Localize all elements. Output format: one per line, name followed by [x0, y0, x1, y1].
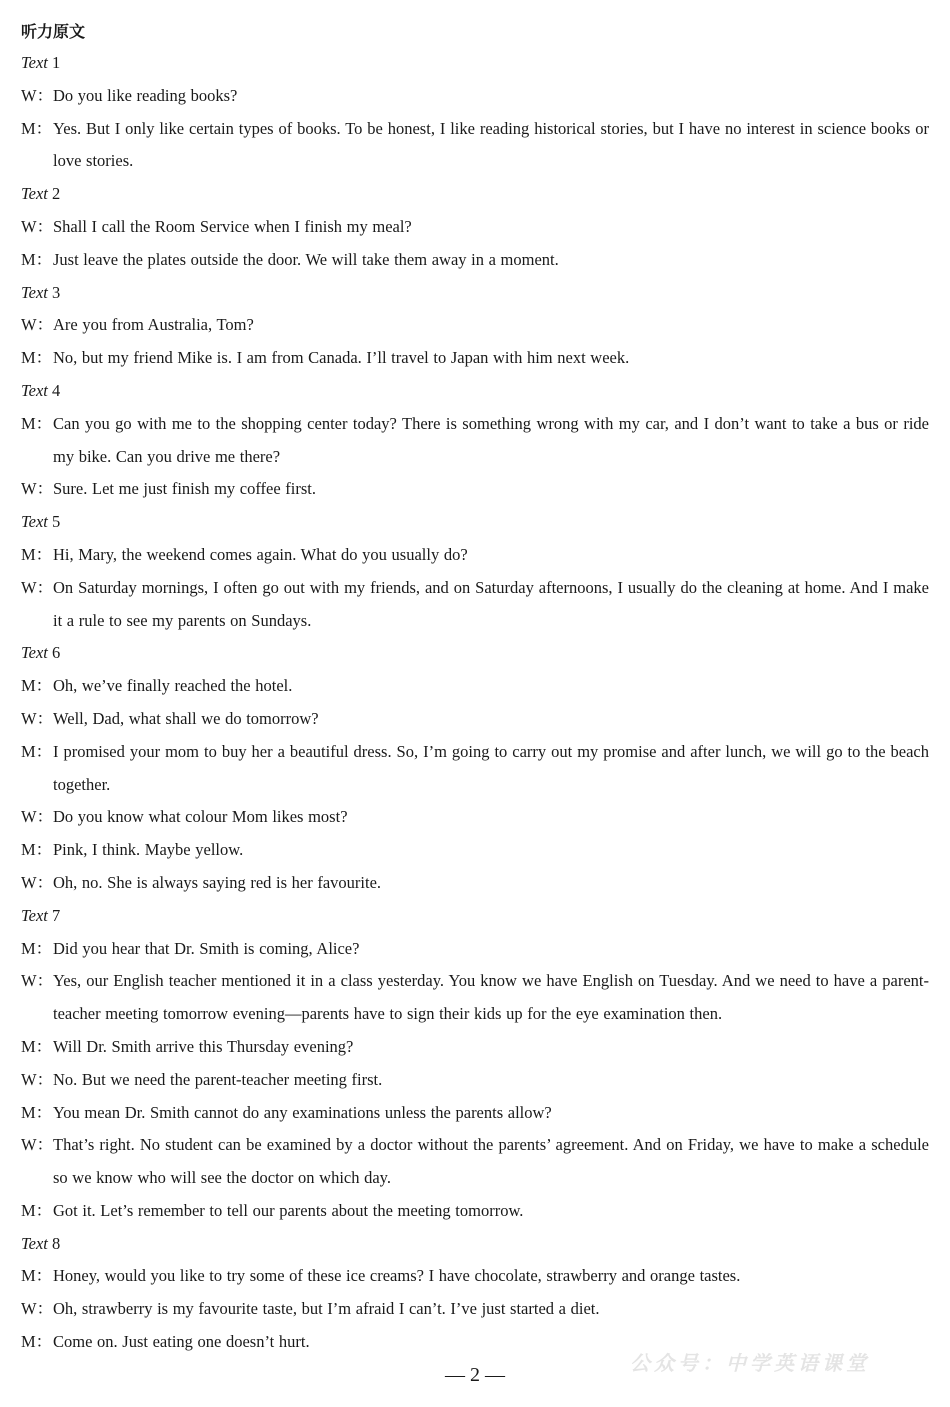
- page-number: — 2 —: [445, 1364, 505, 1386]
- speaker-label: W：: [21, 315, 54, 335]
- dialogue-line: [21, 703, 929, 736]
- transcript-sections: [21, 47, 929, 1359]
- text-label-word: Text: [21, 643, 48, 663]
- dialogue-text: Honey, would you like to try some of these ice creams? I have chocolate, strawberry and orange tastes.: [53, 1266, 741, 1286]
- dialogue-line: [21, 342, 929, 375]
- dialogue-line: [21, 1097, 929, 1130]
- text-section: [21, 277, 929, 375]
- dialogue-text: Just leave the plates outside the door. We will take them away in a moment.: [53, 249, 559, 269]
- speaker-label: M：: [21, 413, 53, 433]
- speaker-label: W：: [21, 971, 54, 991]
- text-label-number: 4: [52, 380, 61, 400]
- speaker-label: W：: [21, 479, 54, 499]
- speaker-label: M：: [21, 1036, 53, 1056]
- watermark: 公众号：中学英语课堂: [630, 1351, 870, 1375]
- text-label: [21, 506, 929, 539]
- dialogue-line: [21, 933, 929, 966]
- speaker-label: M：: [21, 840, 53, 860]
- speaker-label: W：: [21, 577, 54, 597]
- text-label-number: 3: [52, 282, 61, 302]
- dialogue-line: [21, 801, 929, 834]
- dialogue-line: [21, 244, 929, 277]
- speaker-label: W：: [21, 708, 54, 728]
- dialogue-line: [21, 408, 929, 474]
- text-section: [21, 900, 929, 1228]
- dialogue-text: Come on. Just eating one doesn’t hurt.: [53, 1332, 310, 1352]
- dialogue-text: Shall I call the Room Service when I finish my meal?: [53, 216, 412, 236]
- dialogue-line: [21, 80, 929, 113]
- text-section: [21, 1228, 929, 1359]
- dialogue-line: [21, 867, 929, 900]
- dialogue-line: [21, 539, 929, 572]
- dialogue-text: Got it. Let’s remember to tell our parents about the meeting tomorrow.: [53, 1200, 524, 1220]
- speaker-label: M：: [21, 249, 53, 269]
- dialogue-line: [21, 670, 929, 703]
- speaker-label: M：: [21, 1332, 53, 1352]
- text-label-word: Text: [21, 380, 48, 400]
- text-label: [21, 1228, 929, 1261]
- dialogue-text: Pink, I think. Maybe yellow.: [53, 840, 244, 860]
- speaker-label: W：: [21, 85, 54, 105]
- speaker-label: W：: [21, 872, 54, 892]
- text-section: [21, 637, 929, 899]
- text-label-number: 1: [52, 53, 61, 72]
- dialogue-text: Yes, our English teacher mentioned it in a class yesterday. You know we have English on Tuesday. And we need to have a parent-teacher meeting tomorrow evening—parents have to sign their kids up for the eye examination then.: [53, 971, 929, 1024]
- dialogue-text: Did you hear that Dr. Smith is coming, Alice?: [53, 938, 360, 958]
- text-label-number: 7: [52, 905, 61, 925]
- dialogue-text: No, but my friend Mike is. I am from Canada. I’ll travel to Japan with him next week.: [53, 348, 630, 368]
- dialogue-text: Oh, no. She is always saying red is her favourite.: [53, 872, 382, 892]
- dialogue-line: [21, 572, 929, 638]
- dialogue-line: [21, 965, 929, 1031]
- dialogue-text: Yes. But I only like certain types of books. To be honest, I like reading historical stories, but I have no interest in science books or love stories.: [53, 118, 929, 171]
- dialogue-text: Do you know what colour Mom likes most?: [53, 807, 348, 827]
- text-label: [21, 637, 929, 670]
- dialogue-line: [21, 1195, 929, 1228]
- text-label-number: 2: [52, 184, 61, 204]
- text-label-number: 5: [52, 512, 61, 532]
- text-label-number: 6: [52, 643, 61, 663]
- speaker-label: W：: [21, 216, 54, 236]
- dialogue-text: I promised your mom to buy her a beautiful dress. So, I’m going to carry out my promise and after lunch, we will go to the beach together.: [53, 741, 929, 794]
- dialogue-text: Do you like reading books?: [53, 85, 238, 105]
- dialogue-text: You mean Dr. Smith cannot do any examinations unless the parents allow?: [53, 1102, 552, 1122]
- speaker-label: M：: [21, 348, 53, 368]
- dialogue-line: [21, 1064, 929, 1097]
- text-label-word: Text: [21, 53, 48, 72]
- text-label: [21, 375, 929, 408]
- dialogue-line: [21, 1260, 929, 1293]
- dialogue-line: [21, 834, 929, 867]
- speaker-label: W：: [21, 1069, 54, 1089]
- speaker-label: M：: [21, 1266, 53, 1286]
- dialogue-text: On Saturday mornings, I often go out with my friends, and on Saturday afternoons, I usually do the cleaning at home. And I make it a rule to see my parents on Sundays.: [53, 577, 929, 630]
- dialogue-text: Well, Dad, what shall we do tomorrow?: [53, 708, 319, 728]
- text-label: [21, 178, 929, 211]
- dialogue-line: [21, 736, 929, 802]
- text-label: [21, 47, 929, 80]
- dialogue-text: That’s right. No student can be examined by a doctor without the parents’ agreement. And on Friday, we have to make a schedule so we know who will see the doctor on which day.: [53, 1135, 929, 1188]
- speaker-label: M：: [21, 741, 53, 761]
- text-label-word: Text: [21, 905, 48, 925]
- dialogue-text: Oh, strawberry is my favourite taste, but I’m afraid I can’t. I’ve just started a diet.: [53, 1299, 600, 1319]
- dialogue-text: Hi, Mary, the weekend comes again. What do you usually do?: [53, 544, 468, 564]
- dialogue-line: [21, 309, 929, 342]
- speaker-label: M：: [21, 118, 53, 138]
- speaker-label: M：: [21, 676, 53, 696]
- speaker-label: W：: [21, 1299, 54, 1319]
- dialogue-line: [21, 1031, 929, 1064]
- dialogue-text: Can you go with me to the shopping center today? There is something wrong with my car, and I don’t want to take a bus or ride my bike. Can you drive me there?: [53, 413, 929, 466]
- speaker-label: W：: [21, 807, 54, 827]
- text-label-word: Text: [21, 512, 48, 532]
- text-section: [21, 375, 929, 506]
- transcript-page: [21, 17, 929, 1359]
- text-section: [21, 47, 929, 178]
- dialogue-text: Sure. Let me just finish my coffee first.: [53, 479, 317, 499]
- dialogue-text: Oh, we’ve finally reached the hotel.: [53, 676, 293, 696]
- dialogue-text: No. But we need the parent-teacher meeting first.: [53, 1069, 383, 1089]
- speaker-label: M：: [21, 1102, 53, 1122]
- dialogue-line: [21, 1129, 929, 1195]
- dialogue-text: Will Dr. Smith arrive this Thursday evening?: [53, 1036, 354, 1056]
- dialogue-line: [21, 211, 929, 244]
- text-section: [21, 506, 929, 637]
- text-section: [21, 178, 929, 276]
- speaker-label: M：: [21, 938, 53, 958]
- text-label-word: Text: [21, 1233, 48, 1253]
- text-label-number: 8: [52, 1233, 61, 1253]
- speaker-label: M：: [21, 544, 53, 564]
- page-heading: 听力原文: [21, 22, 86, 41]
- dialogue-text: Are you from Australia, Tom?: [53, 315, 254, 335]
- text-label: [21, 277, 929, 310]
- speaker-label: M：: [21, 1200, 53, 1220]
- text-label: [21, 900, 929, 933]
- speaker-label: W：: [21, 1135, 54, 1155]
- dialogue-line: [21, 113, 929, 179]
- text-label-word: Text: [21, 184, 48, 204]
- text-label-word: Text: [21, 282, 48, 302]
- dialogue-line: [21, 1293, 929, 1326]
- dialogue-line: [21, 473, 929, 506]
